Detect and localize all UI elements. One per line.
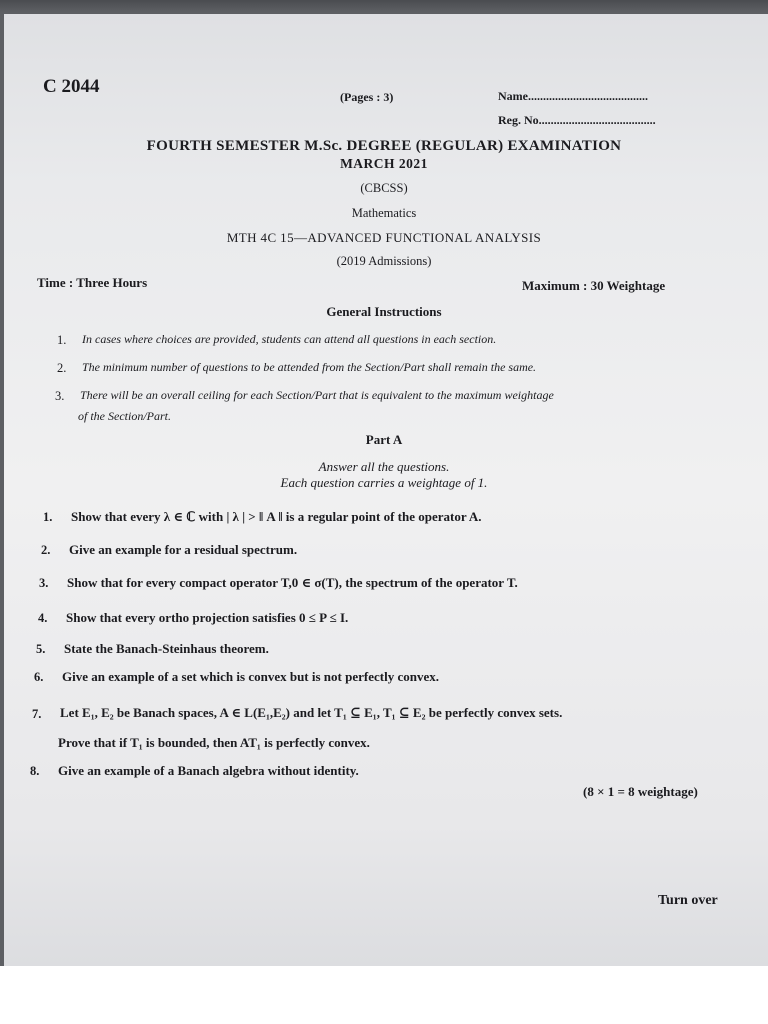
admissions: (2019 Admissions) <box>336 254 432 268</box>
part-a-heading: Part A <box>365 432 403 447</box>
subject: Mathematics <box>351 206 417 220</box>
part-a-answer-instruction: Answer all the questions. <box>318 459 450 474</box>
reg-no-field-label: Reg. No....................................... <box>498 113 656 127</box>
question-text: Show that every λ ∈ ℂ with | λ | > ‖ A ‖ is a regular point of the operator A. <box>71 509 482 524</box>
question-number: 5. <box>36 642 46 656</box>
paper-code: C 2044 <box>43 76 100 97</box>
question-text: Give an example for a residual spectrum. <box>69 542 298 557</box>
instruction-number: 2. <box>57 361 67 375</box>
question-text: State the Banach-Steinhaus theorem. <box>64 641 269 656</box>
question-number: 3. <box>39 576 49 590</box>
maximum-weightage: Maximum : 30 Weightage <box>522 278 666 293</box>
paper-title: MTH 4C 15—ADVANCED FUNCTIONAL ANALYSIS <box>226 230 542 245</box>
question-text: Show that every ortho projection satisfies 0 ≤ P ≤ I. <box>66 610 349 625</box>
question-number: 8. <box>30 764 40 778</box>
question-text: Give an example of a Banach algebra without identity. <box>58 763 359 778</box>
instruction-text: In cases where choices are provided, students can attend all questions in each section. <box>82 332 497 346</box>
question-number: 4. <box>38 611 48 625</box>
exam-month: MARCH 2021 <box>340 156 428 171</box>
part-a-weightage-instruction: Each question carries a weightage of 1. <box>280 475 488 490</box>
time-allowed: Time : Three Hours <box>37 275 148 290</box>
question-number: 6. <box>34 670 44 684</box>
question-number: 1. <box>43 510 53 524</box>
instruction-text-continued: of the Section/Part. <box>78 409 171 423</box>
instruction-text: The minimum number of questions to be attended from the Section/Part shall remain the same. <box>82 360 537 374</box>
exam-scheme: (CBCSS) <box>360 181 408 195</box>
question-number: 2. <box>41 543 51 557</box>
part-a-total-weightage: (8 × 1 = 8 weightage) <box>583 784 698 799</box>
question-text: Give an example of a set which is convex but is not perfectly convex. <box>62 669 439 684</box>
question-text-continued: Prove that if T₁ is bounded, then AT₁ is perfectly convex. <box>58 735 370 750</box>
name-field-label: Name........................................ <box>498 89 648 103</box>
general-instructions-heading: General Instructions <box>326 304 442 319</box>
instruction-text: There will be an overall ceiling for each Section/Part that is equivalent to the maximum weightage <box>80 388 554 402</box>
turn-over-note: Turn over <box>658 893 718 908</box>
instruction-number: 1. <box>57 333 67 347</box>
question-number: 7. <box>32 707 42 721</box>
question-text: Let E₁, E₂ be Banach spaces, A ∈ L(E₁,E₂) and let T₁ ⊆ E₁, T₁ ⊆ E₂ be perfectly convex sets. <box>60 705 563 720</box>
page-count: (Pages : 3) <box>340 90 394 104</box>
question-text: Show that for every compact operator T,0 ∈ σ(T), the spectrum of the operator T. <box>67 575 518 590</box>
instruction-number: 3. <box>55 389 65 403</box>
exam-title: FOURTH SEMESTER M.Sc. DEGREE (REGULAR) EXAMINATION <box>146 138 622 154</box>
